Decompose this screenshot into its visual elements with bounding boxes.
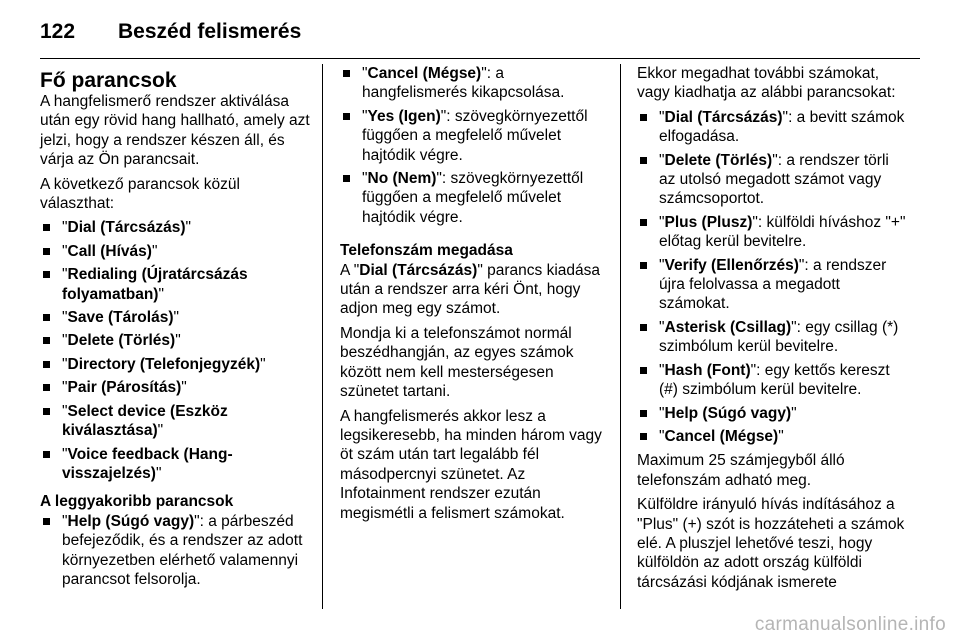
bullet-icon: [640, 157, 647, 164]
watermark: carmanualsonline.info: [754, 614, 946, 635]
command-item: "Yes (Igen)": szövegkörnyezettől függően a megfelelő művelet hajtódik végre.: [340, 107, 608, 165]
international-call-paragraph: Külföldre irányuló hívás indításához a "Plus" (+) szót is hozzáteheti a számok elé. A pluszjel lehetővé teszi, hogy külföldön az adott ország külföldi tárcsázási kódjának ismerete: [637, 496, 905, 591]
command-description: : a bevitt számok elfogadása.: [659, 108, 905, 146]
phone-paragraph-1: [340, 261, 608, 319]
bullet-icon: [43, 361, 50, 368]
command-item: "Select device (Eszköz kiválasztása)": [40, 402, 310, 441]
command-description: : a hangfelismerés kikapcsolása.: [362, 65, 565, 102]
bullet-icon: [640, 262, 647, 269]
command-label: Help (Súgó vagy): [664, 404, 792, 422]
common-commands-title: A leggyakoribb parancsok: [40, 493, 234, 511]
column-divider: [322, 64, 323, 609]
header-divider: [40, 58, 920, 59]
column-3: [637, 64, 907, 597]
bullet-icon: [43, 518, 50, 525]
section-title: Fő parancsok: [40, 69, 177, 92]
command-label: Save (Tárolás): [67, 309, 174, 327]
choose-paragraph: A következő parancsok közül választhat:: [40, 175, 240, 213]
command-item: "Help (Súgó vagy)": a párbeszéd befejeződik, és a rendszer az adott környezetben elérhető valamennyi parancsot felsorolja.: [40, 512, 310, 590]
bullet-icon: [343, 70, 350, 77]
command-item: "Asterisk (Csillag)": egy csillag (*) szimbólum kerül bevitelre.: [637, 318, 907, 357]
command-label: Select device (Eszköz kiválasztása): [62, 402, 228, 440]
command-description: : a rendszer törli az utolsó megadott számot vagy számcsoportot.: [659, 151, 889, 208]
command-label: Delete (Törlés): [664, 151, 773, 169]
bullet-icon: [640, 367, 647, 374]
bullet-icon: [343, 113, 350, 120]
text: " parancs kiadása után a rendszer arra kéri Önt, hogy adjon meg egy számot.: [340, 261, 601, 318]
page-header: [40, 16, 920, 48]
command-label: Delete (Törlés): [67, 332, 176, 350]
bullet-icon: [343, 175, 350, 182]
command-label: Directory (Telefonjegyzék): [67, 355, 261, 373]
command-item: "Hash (Font)": egy kettős kereszt (#) szimbólum kerül bevitelre.: [637, 361, 907, 400]
command-label: Help (Súgó vagy): [67, 512, 195, 530]
command-item: "Voice feedback (Hang-visszajelzés)": [40, 445, 310, 484]
command-description: : egy kettős kereszt (#) szimbólum kerül bevitelre.: [659, 361, 890, 399]
command-label: Dial (Tárcsázás): [664, 108, 783, 126]
bullet-icon: [43, 451, 50, 458]
command-item: "Cancel (Mégse)": [637, 427, 907, 446]
command-description: : szövegkörnyezettől függően a megfelelő művelet hajtódik végre.: [362, 170, 584, 226]
command-label: Dial (Tárcsázás): [359, 261, 478, 279]
command-label: Asterisk (Csillag): [664, 318, 792, 336]
column-1: [40, 64, 310, 594]
command-label: Dial (Tárcsázás): [67, 219, 186, 237]
command-item: "Verify (Ellenőrzés)": a rendszer újra felolvassa a megadott számokat.: [637, 256, 907, 314]
phone-entry-title: Telefonszám megadása: [340, 242, 513, 260]
command-description: : külföldi híváshoz "+" előtag kerül bevitelre.: [659, 213, 906, 251]
bullet-icon: [43, 271, 50, 278]
command-label: Call (Hívás): [67, 242, 152, 260]
bullet-icon: [43, 337, 50, 344]
command-item: "Delete (Törlés)": a rendszer törli az utolsó megadott számot vagy számcsoportot.: [637, 151, 907, 209]
further-numbers-paragraph: Ekkor megadhat további számokat, vagy kiadhatja az alábbi parancsokat:: [637, 65, 896, 102]
bullet-icon: [640, 410, 647, 417]
command-item: "Call (Hívás)": [40, 242, 310, 261]
command-item: "Pair (Párosítás)": [40, 378, 310, 397]
command-item: "Delete (Törlés)": [40, 331, 310, 350]
command-item: "Plus (Plusz)": külföldi híváshoz "+" előtag kerül bevitelre.: [637, 213, 907, 252]
main-command-list: [40, 218, 310, 483]
command-label: Hash (Font): [664, 361, 751, 379]
bullet-icon: [640, 433, 647, 440]
intro-paragraph: A hangfelismerő rendszer aktiválása után egy rövid hang hallható, amely azt jelzi, hogy a rendszer készen áll, és várja az Ön parancsait.: [40, 93, 310, 169]
page-number: 122: [40, 20, 76, 43]
bullet-icon: [640, 324, 647, 331]
command-label: Redialing (Újratárcsázás folyamatban): [62, 266, 248, 303]
number-command-list: [637, 108, 907, 447]
column-2: [340, 64, 608, 528]
common-command-list: [40, 512, 310, 590]
command-item: "Save (Tárolás)": [40, 308, 310, 327]
bullet-icon: [43, 248, 50, 255]
text: A ": [340, 261, 360, 279]
bullet-icon: [43, 224, 50, 231]
command-label: Plus (Plusz): [664, 213, 753, 231]
command-item: "Dial (Tárcsázás)": a bevitt számok elfogadása.: [637, 108, 907, 147]
command-label: Pair (Párosítás): [67, 379, 182, 397]
phone-paragraph-2: Mondja ki a telefonszámot normál beszédhangján, az egyes számok között nem kell mesterségesen szünetet tartani.: [340, 324, 574, 401]
command-label: No (Nem): [367, 170, 437, 188]
page-title: Beszéd felismerés: [118, 20, 302, 43]
command-description: : a párbeszéd befejeződik, és a rendszer az adott környezetben elérhető valamennyi parancsot felsorolja.: [62, 512, 303, 588]
command-item: "Help (Súgó vagy)": [637, 404, 907, 423]
command-label: Voice feedback (Hang-visszajelzés): [62, 445, 233, 482]
command-description: : szövegkörnyezettől függően a megfelelő művelet hajtódik végre.: [362, 107, 588, 164]
bullet-icon: [43, 314, 50, 321]
command-item: "Directory (Telefonjegyzék)": [40, 355, 310, 374]
column-divider: [620, 64, 621, 609]
bullet-icon: [43, 384, 50, 391]
command-item: "Dial (Tárcsázás)": [40, 218, 310, 237]
command-item: "Redialing (Újratárcsázás folyamatban)": [40, 265, 310, 304]
command-label: Cancel (Mégse): [664, 427, 779, 445]
max-digits-paragraph: Maximum 25 számjegyből álló telefonszám adható meg.: [637, 452, 845, 489]
command-item: "No (Nem)": szövegkörnyezettől függően a megfelelő művelet hajtódik végre.: [340, 169, 608, 227]
command-label: Yes (Igen): [367, 107, 441, 125]
bullet-icon: [43, 408, 50, 415]
command-label: Cancel (Mégse): [367, 65, 482, 82]
common-command-list-continued: [340, 64, 608, 227]
bullet-icon: [640, 219, 647, 226]
command-description: : egy csillag (*) szimbólum kerül bevitelre.: [659, 318, 899, 356]
phone-paragraph-3: A hangfelismerés akkor lesz a legsikeresebb, ha minden három vagy öt szám után tart legalább fél másodpercnyi szünetet. Az Infotainment rendszer ezután megismétli a felismert számokat.: [340, 407, 602, 522]
command-label: Verify (Ellenőrzés): [664, 256, 799, 274]
bullet-icon: [640, 114, 647, 121]
command-item: "Cancel (Mégse)": a hangfelismerés kikapcsolása.: [340, 64, 608, 103]
command-description: : a rendszer újra felolvassa a megadott számokat.: [659, 256, 887, 313]
